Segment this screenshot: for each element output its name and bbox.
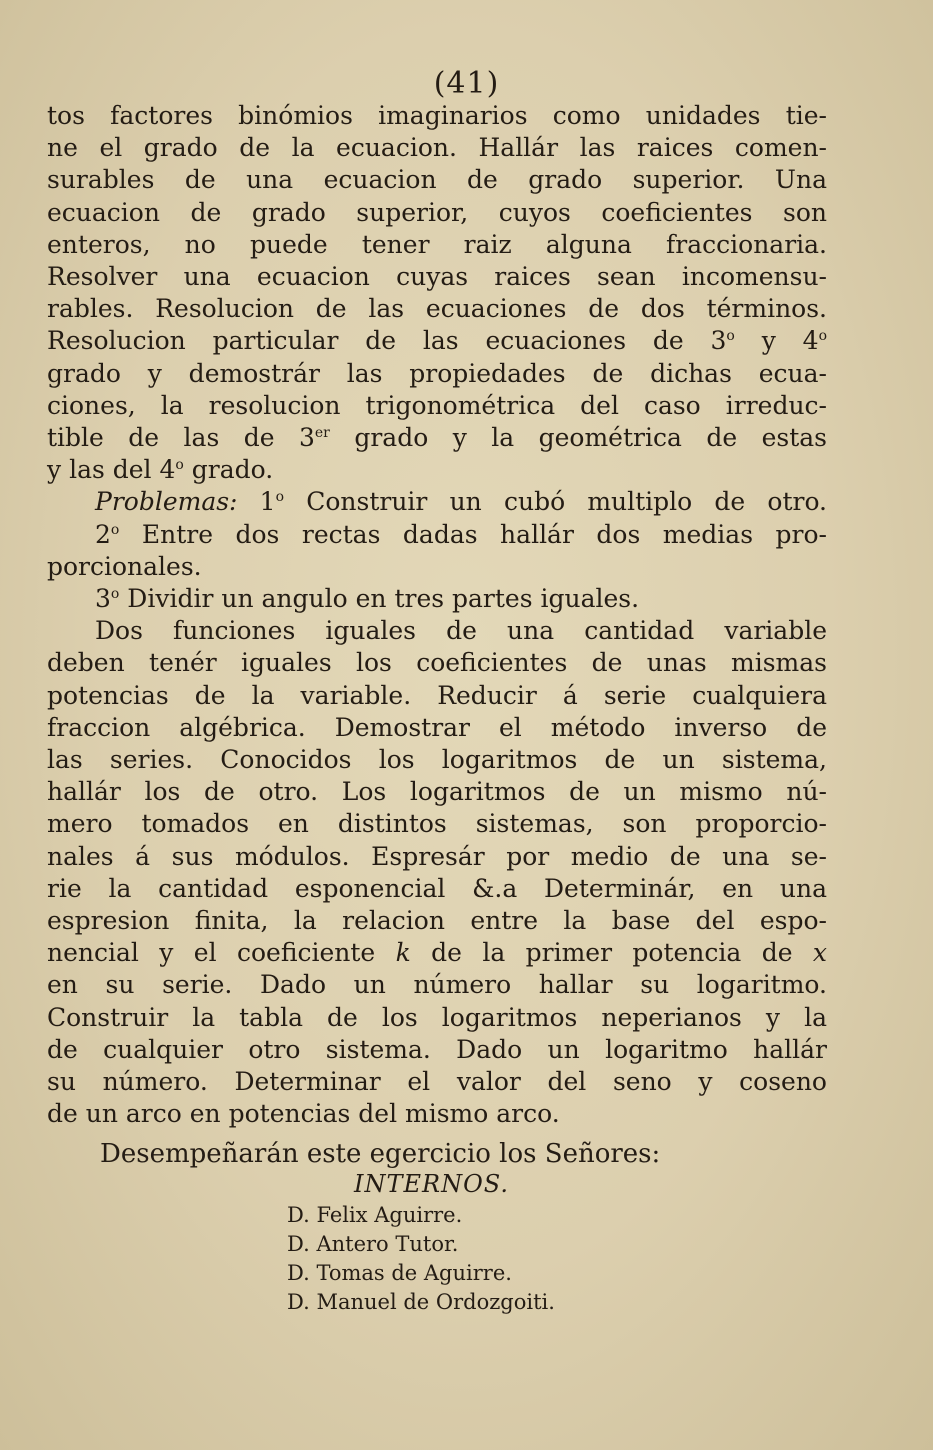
text-segment: ecuacion de grado superior, cuyos coeficientes son <box>47 197 827 227</box>
text-segment: Construir un cubó multiplo de otro. <box>284 487 827 517</box>
text-segment: surables de una ecuacion de grado superior. Una <box>47 165 827 195</box>
superscript: o <box>818 328 827 345</box>
superscript: o <box>110 586 120 603</box>
superscript: o <box>726 328 735 345</box>
text-segment: Entre dos rectas dadas hallár dos medias pro- <box>119 519 827 549</box>
text-line <box>47 422 827 454</box>
text-segment: Resolucion particular de las ecuaciones de 3 <box>47 326 727 356</box>
text-segment: hallár los de otro. Los logaritmos de un mismo nú- <box>47 777 827 807</box>
text-line <box>47 969 827 1001</box>
text-line <box>47 615 827 647</box>
text-line <box>47 937 827 969</box>
text-line <box>47 1066 827 1098</box>
text-segment: su número. Determinar el valor del seno y coseno <box>47 1067 827 1097</box>
text-segment: y 4 <box>734 326 819 356</box>
text-segment: Dividir un angulo en tres partes iguales. <box>119 584 640 614</box>
text-line <box>47 325 827 357</box>
page-number: (41) <box>433 66 500 101</box>
text-segment: grado y demostrár las propiedades de dichas ecua- <box>47 358 827 388</box>
text-segment: potencias de la variable. Reducir á serie cualquiera <box>47 680 827 710</box>
text-segment: grado y la geométrica de estas <box>329 423 827 453</box>
text-line <box>47 776 827 808</box>
body-text <box>47 100 827 1131</box>
superscript: o <box>110 521 120 538</box>
interns-list <box>287 1201 555 1317</box>
text-line <box>47 197 827 229</box>
text-line <box>47 261 827 293</box>
superscript: o <box>275 489 285 506</box>
text-segment: espresion finita, la relacion entre la base del espo- <box>47 906 827 936</box>
text-segment: x <box>812 938 827 968</box>
intern-name: D. Antero Tutor. <box>287 1232 459 1256</box>
text-segment: Dos funciones iguales de una cantidad variable <box>95 616 827 646</box>
text-line <box>47 293 827 325</box>
text-segment: ciones, la resolucion trigonométrica del caso irreduc- <box>47 390 827 420</box>
text-line <box>47 583 827 615</box>
text-segment: nales á sus módulos. Espresár por medio de una se- <box>47 841 827 871</box>
text-line <box>47 873 827 905</box>
text-segment: Problemas: <box>95 487 238 517</box>
text-line <box>47 1098 827 1130</box>
text-segment: porcionales. <box>47 551 202 581</box>
text-line <box>47 744 827 776</box>
text-segment: rables. Resolucion de las ecuaciones de dos términos. <box>47 294 827 324</box>
text-segment: y las del 4 <box>47 455 176 485</box>
text-line <box>47 680 827 712</box>
text-line <box>47 486 827 518</box>
text-segment: rie la cantidad esponencial &.a Determinár, en una <box>47 873 827 903</box>
text-segment: de cualquier otro sistema. Dado un logaritmo hallár <box>47 1034 827 1064</box>
text-segment: 1 <box>237 487 276 517</box>
text-segment: Construir la tabla de los logaritmos neperianos y la <box>47 1002 827 1032</box>
text-segment: tos factores binómios imaginarios como unidades tie- <box>47 101 827 130</box>
text-line <box>47 229 827 261</box>
text-line <box>47 1002 827 1034</box>
text-segment: de un arco en potencias del mismo arco. <box>47 1099 560 1129</box>
superscript: er <box>314 425 330 442</box>
text-line <box>47 390 827 422</box>
text-segment: mero tomados en distintos sistemas, son proporcio- <box>47 809 827 839</box>
text-segment: enteros, no puede tener raiz alguna fraccionaria. <box>47 229 827 259</box>
text-segment: tible de las de 3 <box>47 423 315 453</box>
interns-heading: INTERNOS. <box>354 1170 509 1198</box>
text-line <box>47 905 827 937</box>
intern-name: D. Tomas de Aguirre. <box>287 1261 512 1285</box>
text-line <box>47 551 827 583</box>
text-line <box>47 519 827 551</box>
text-line <box>47 841 827 873</box>
text-line <box>47 164 827 196</box>
text-segment: deben tenér iguales los coeficientes de unas mismas <box>47 648 827 678</box>
text-line <box>47 1034 827 1066</box>
text-line <box>47 100 827 132</box>
text-segment: de la primer potencia de <box>410 938 813 968</box>
text-line <box>47 358 827 390</box>
text-line <box>47 454 827 486</box>
text-segment: grado. <box>183 455 274 485</box>
closing-line: Desempeñarán este egercicio los Señores: <box>100 1139 661 1169</box>
text-segment: 2 <box>95 519 111 549</box>
superscript: o <box>175 457 184 474</box>
text-line <box>47 647 827 679</box>
intern-name: D. Manuel de Ordozgoiti. <box>287 1290 555 1314</box>
text-segment: Resolver una ecuacion cuyas raices sean incomensu- <box>47 262 827 292</box>
text-segment: k <box>395 938 411 968</box>
text-segment: 3 <box>95 584 111 614</box>
text-line <box>47 808 827 840</box>
text-line <box>47 712 827 744</box>
intern-name: D. Felix Aguirre. <box>287 1203 463 1227</box>
text-segment: ne el grado de la ecuacion. Hallár las raices comen- <box>47 133 827 163</box>
text-segment: en su serie. Dado un número hallar su logaritmo. <box>47 970 827 1000</box>
text-segment: nencial y el coeficiente <box>47 938 396 968</box>
text-segment: las series. Conocidos los logaritmos de un sistema, <box>47 745 827 775</box>
text-segment: fraccion algébrica. Demostrar el método inverso de <box>47 712 827 742</box>
text-line <box>47 132 827 164</box>
